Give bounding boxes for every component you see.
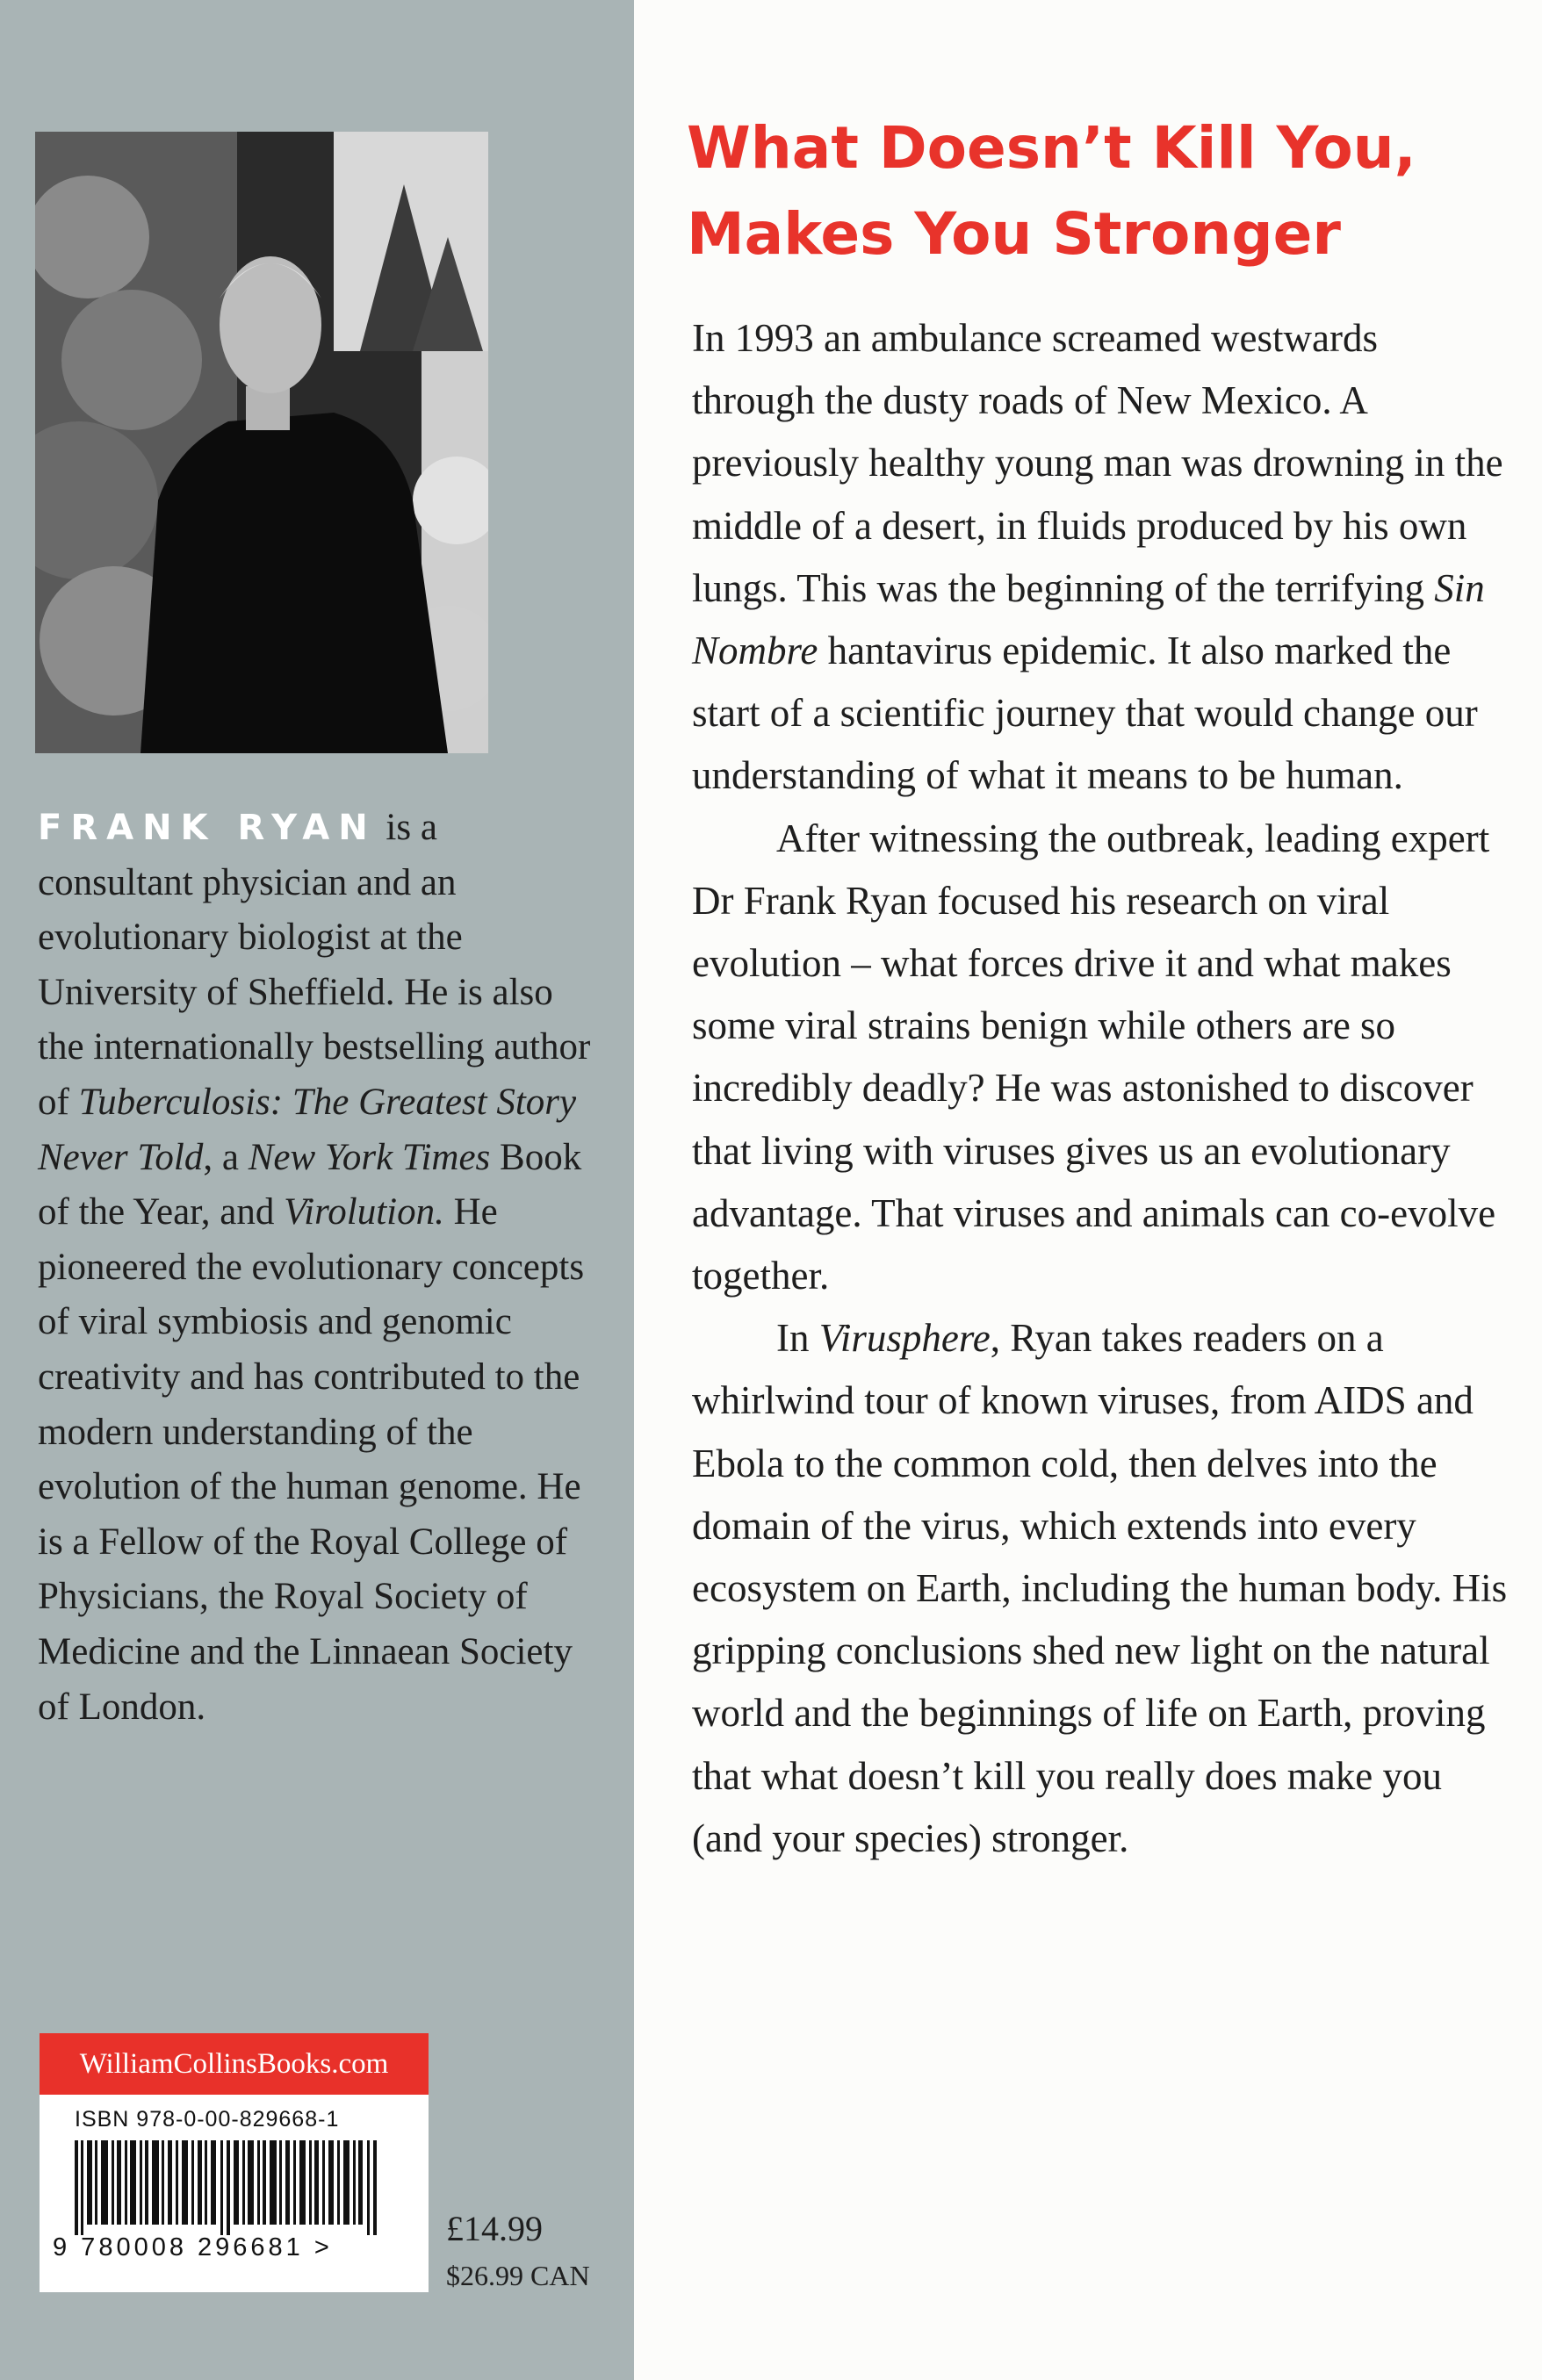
- blurb-paragraph-2: After witnessing the outbreak, leading expert Dr Frank Ryan focused his research on viral evolution – what forces drive it and what makes some viral strains benign while others are so incredibly deadly? He was astonished to discover that living with viruses gives us an evolutionary advantage. That viruses and animals can co-evolve together.: [692, 816, 1496, 1298]
- blurb-heading-line-2: Makes You Stronger: [687, 200, 1341, 268]
- blurb-text: [692, 307, 1509, 1870]
- blurb-heading: [687, 105, 1416, 277]
- book-title-tuberculosis: Tuberculosis: The Greatest Story Never Told: [38, 1081, 577, 1178]
- price-can: $26.99 CAN: [446, 2260, 590, 2291]
- newspaper-title: New York Times: [248, 1136, 491, 1178]
- author-photo: [35, 132, 488, 753]
- virus-name: Sin Nombre: [692, 565, 1485, 673]
- author-name: FRANK RYAN: [38, 808, 377, 848]
- blurb-heading-line-1: What Doesn’t Kill You,: [687, 114, 1416, 182]
- barcode-label: [40, 2095, 429, 2292]
- author-bio: FRANK RYAN is a consultant physician and an evolutionary biologist at the University of Sheffield. He is also the internationally bestselling author of Tuberculosis: The Greatest Story Never Told, a New York Times Book of the Year, and Virolution. He pioneered the evolutionary concepts of viral symbiosis and genomic creativity and has contributed to the modern understanding of the evolution of the human genome. He is a Fellow of the Royal College of Physicians, the Royal Society of Medicine and the Linnaean Society of London.: [38, 807, 591, 1728]
- ean-digits: 9 780008 296681 >: [53, 2233, 333, 2261]
- publisher-website: WilliamCollinsBooks.com: [40, 2033, 429, 2095]
- barcode-icon: [75, 2140, 391, 2235]
- blurb-paragraph-1: In 1993 an ambulance screamed westwards through the dusty roads of New Mexico. A previously healthy young man was drowning in the middle of a desert, in fluids produced by his own lungs. This was the beginning of the terrifying Sin Nombre hantavirus epidemic. It also marked the start of a scientific journey that would change our understanding of what it means to be human.: [692, 316, 1503, 798]
- book-title-virusphere: Virusphere: [818, 1316, 991, 1361]
- isbn-number: ISBN 978-0-00-829668-1: [75, 2107, 340, 2132]
- price-gbp: £14.99: [446, 2209, 543, 2248]
- book-title-virolution: Virolution.: [284, 1191, 444, 1233]
- blurb-paragraph-3: In Virusphere, Ryan takes readers on a whirlwind tour of known viruses, from AIDS and Ebola to the common cold, then delves into the domain of the virus, which extends into every ecosystem on Earth, including the human body. His gripping conclusions shed new light on the natural world and the beginnings of life on Earth, proving that what doesn’t kill you really does make you (and your species) stronger.: [692, 1316, 1508, 1860]
